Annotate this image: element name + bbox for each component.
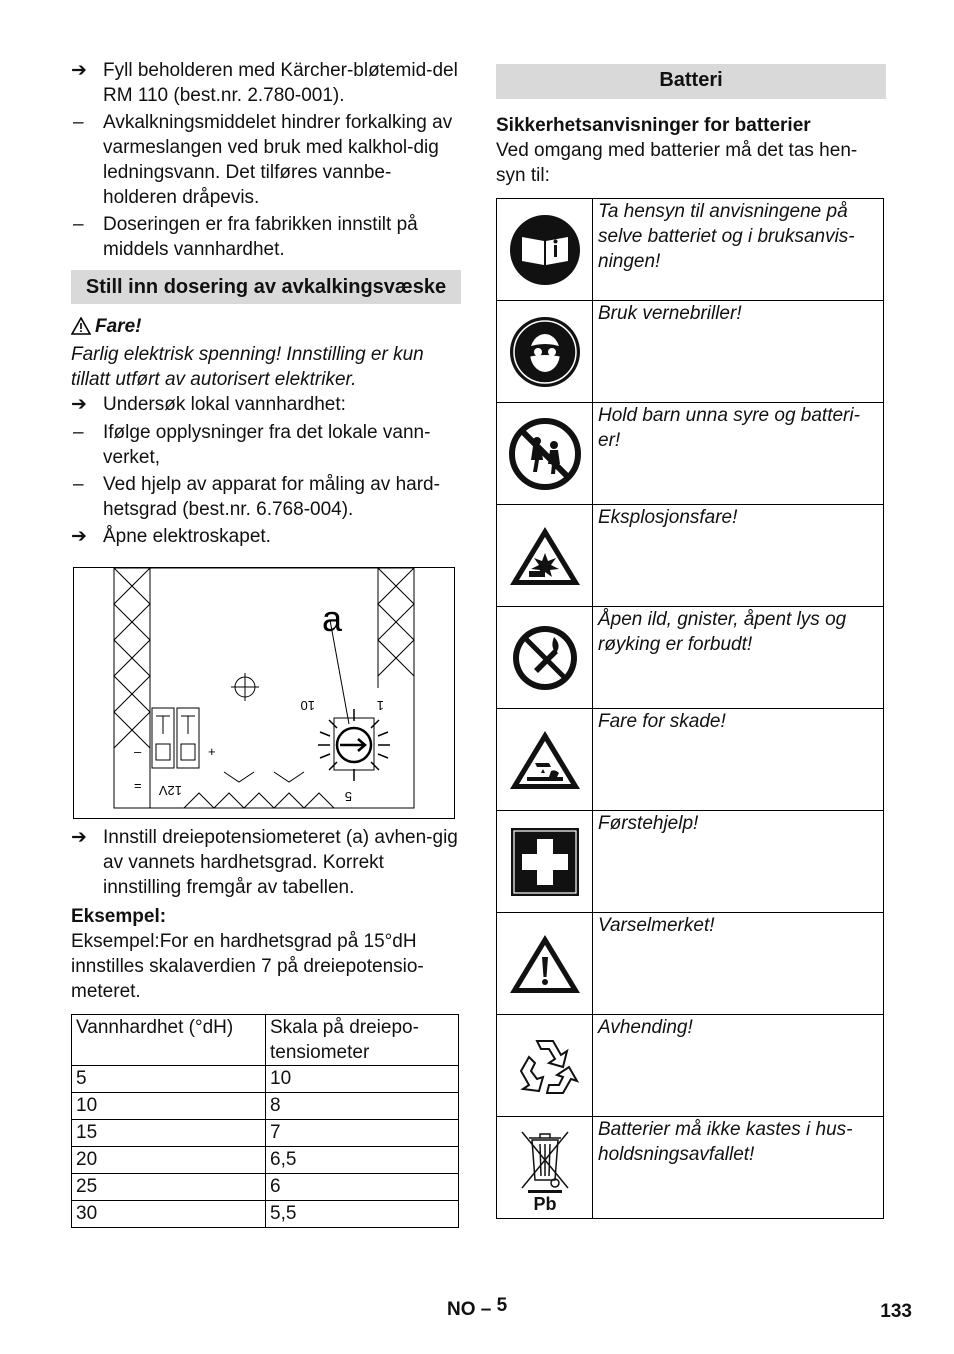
table-row xyxy=(497,301,884,403)
list-item xyxy=(71,420,461,470)
list-item xyxy=(71,472,461,522)
footer-lang: NO xyxy=(447,1299,476,1320)
dash-marker: – xyxy=(73,112,84,133)
arrow-icon: ➔ xyxy=(71,526,87,547)
list-item-text: Åpne elektroskapet. xyxy=(103,526,271,547)
list-item-text: Innstill dreiepotensiometeret (a) avhen-gig av vannets hardhetsgrad. Korrekt innstilling fremgår av tabellen. xyxy=(103,827,458,898)
table-row xyxy=(497,505,884,607)
list-item-text: Fyll beholderen med Kärcher-bløtemid-del RM 110 (best.nr. 2.780-001). xyxy=(103,60,458,106)
table-cell: 10 xyxy=(266,1066,459,1093)
figure-label-a: a xyxy=(322,598,343,639)
no-children-icon xyxy=(497,403,593,505)
footer-section-page: 5 xyxy=(496,1295,508,1316)
warning-heading xyxy=(71,314,461,342)
table-row xyxy=(72,1093,459,1120)
section-title: Batteri xyxy=(496,64,886,99)
pb-label: Pb xyxy=(532,1193,557,1214)
safety-table xyxy=(496,198,884,1219)
control-board-diagram xyxy=(74,568,454,818)
list-item-text: Ifølge opplysninger fra det lokale vann-verket, xyxy=(103,422,431,468)
dial-scale-top: 10 xyxy=(300,698,315,713)
table-row xyxy=(497,913,884,1015)
table-header-row xyxy=(72,1015,459,1066)
table-row xyxy=(497,811,884,913)
voltage-label: 12V xyxy=(158,783,182,798)
table-cell: 30 xyxy=(72,1201,266,1228)
safety-text: Eksplosjonsfare! xyxy=(593,505,884,607)
table-cell: 15 xyxy=(72,1120,266,1147)
svg-text:=: = xyxy=(134,778,142,793)
list-item xyxy=(71,212,461,262)
safety-text: Hold barn unna syre og batteri-er! xyxy=(593,403,884,505)
intro-text: Ved omgang med batterier må det tas hen-syn til: xyxy=(496,140,858,186)
table-row xyxy=(497,607,884,709)
first-aid-icon xyxy=(497,811,593,913)
safety-text: Ta hensyn til anvisningene på selve batteriet og i bruksanvis-ningen! xyxy=(593,199,884,301)
arrow-icon: ➔ xyxy=(71,60,87,81)
table-cell: 6,5 xyxy=(266,1147,459,1174)
dash-marker: – xyxy=(73,474,84,495)
example-text: Eksempel:For en hardhetsgrad på 15°dH innstilles skalaverdien 7 på dreiepotensio-meteret. xyxy=(71,931,424,1002)
table-cell: 7 xyxy=(266,1120,459,1147)
table-row xyxy=(72,1066,459,1093)
example-title: Eksempel: xyxy=(71,906,167,927)
table-cell: 25 xyxy=(72,1174,266,1201)
safety-text: Batterier må ikke kastes i hus-holdsningsavfallet! xyxy=(593,1117,884,1219)
safety-text: Førstehjelp! xyxy=(593,811,884,913)
page-number: 133 xyxy=(880,1301,912,1322)
no-bin-icon xyxy=(497,1117,593,1219)
warning-title: Fare! xyxy=(95,316,142,337)
manual-icon xyxy=(497,199,593,301)
table-header: Skala på dreiepo-tensiometer xyxy=(266,1015,459,1066)
footer-sep: – xyxy=(480,1299,492,1320)
warning-triangle-icon xyxy=(71,317,95,342)
goggles-icon xyxy=(497,301,593,403)
no-fire-icon xyxy=(497,607,593,709)
list-item xyxy=(71,392,461,417)
table-cell: 5 xyxy=(72,1066,266,1093)
explosion-icon xyxy=(497,505,593,607)
list-item xyxy=(71,110,461,210)
subtitle: Sikkerhetsanvisninger for batterier xyxy=(496,115,811,136)
safety-text: Bruk vernebriller! xyxy=(593,301,884,403)
list-item-text: Avkalkningsmiddelet hindrer forkalking av varmeslangen ved bruk med kalkhol-dig ledningsvann. Det tilføres vannbe-holderen dråpevis. xyxy=(103,112,453,208)
left-column xyxy=(71,58,461,1228)
right-column xyxy=(496,64,886,1219)
dash-marker: – xyxy=(73,422,84,443)
safety-text: Åpen ild, gnister, åpent lys og røyking er forbudt! xyxy=(593,607,884,709)
table-header: Vannhardhet (°dH) xyxy=(72,1015,266,1066)
list-item xyxy=(71,825,461,900)
table-row xyxy=(497,199,884,301)
dial-scale-one: 1 xyxy=(376,698,384,713)
table-row xyxy=(497,1015,884,1117)
safety-text: Fare for skade! xyxy=(593,709,884,811)
table-row xyxy=(497,1117,884,1219)
list-item-text: Ved hjelp av apparat for måling av hard-hetsgrad (best.nr. 6.768-004). xyxy=(103,474,440,520)
safety-text: Varselmerket! xyxy=(593,913,884,1015)
safety-text: Avhending! xyxy=(593,1015,884,1117)
table-row xyxy=(497,709,884,811)
table-cell: 5,5 xyxy=(266,1201,459,1228)
acid-icon xyxy=(497,709,593,811)
table-row xyxy=(72,1201,459,1228)
hardness-table xyxy=(71,1014,459,1228)
list-item xyxy=(71,524,461,549)
footer-section xyxy=(447,1297,507,1322)
arrow-icon: ➔ xyxy=(71,827,87,848)
list-item xyxy=(71,58,461,108)
table-row xyxy=(72,1174,459,1201)
table-cell: 8 xyxy=(266,1093,459,1120)
potentiometer-figure xyxy=(73,567,455,819)
table-row xyxy=(497,403,884,505)
table-cell: 6 xyxy=(266,1174,459,1201)
section-title: Still inn dosering av avkalkingsvæske xyxy=(71,270,461,304)
list-item-text: Doseringen er fra fabrikken innstilt på middels vannhardhet. xyxy=(103,214,418,260)
table-cell: 20 xyxy=(72,1147,266,1174)
table-row xyxy=(72,1147,459,1174)
dash-marker: – xyxy=(73,214,84,235)
list-item-text: Undersøk lokal vannhardhet: xyxy=(103,394,346,415)
warning-icon xyxy=(497,913,593,1015)
table-cell: 10 xyxy=(72,1093,266,1120)
arrow-icon: ➔ xyxy=(71,394,87,415)
svg-text:+: + xyxy=(208,744,216,759)
dial-scale-bottom: 5 xyxy=(344,789,352,804)
warning-text: Farlig elektrisk spenning! Innstilling er kun tillatt utført av autorisert elektriker. xyxy=(71,344,424,390)
table-row xyxy=(72,1120,459,1147)
svg-text:–: – xyxy=(134,744,142,759)
recycle-icon xyxy=(497,1015,593,1117)
